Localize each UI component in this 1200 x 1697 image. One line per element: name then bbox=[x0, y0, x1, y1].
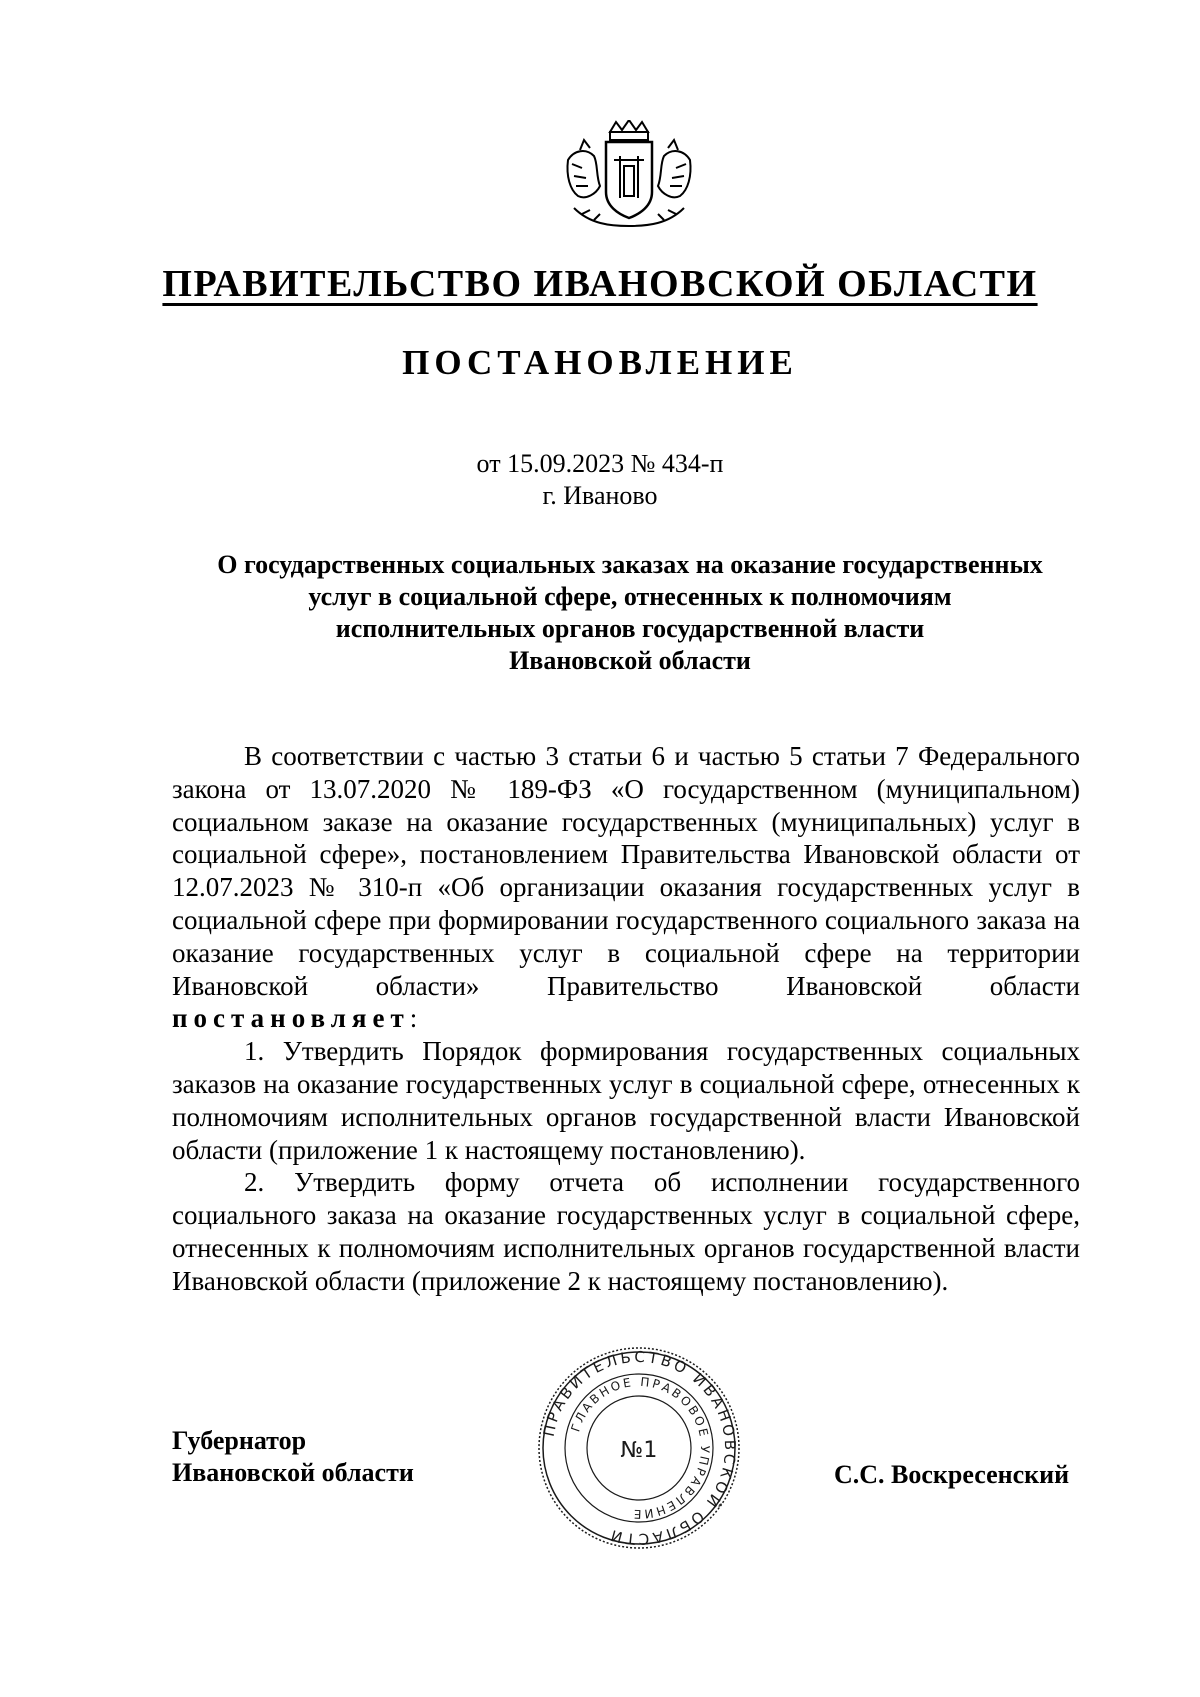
date-and-number: от 15.09.2023 № 434-п bbox=[476, 449, 724, 478]
colon: : bbox=[409, 1003, 418, 1034]
preamble-paragraph bbox=[172, 740, 1080, 1035]
document-body bbox=[172, 740, 1080, 1298]
official-stamp bbox=[535, 1344, 743, 1552]
subject-line: О государственных социальных заказах на оказание государственных bbox=[217, 550, 1043, 579]
subject-line: Ивановской области bbox=[509, 646, 751, 675]
document-subject bbox=[170, 549, 1090, 677]
preamble-text: В соответствии с частью 3 статьи 6 и частью 5 статьи 7 Федерального закона от 13.07.2020 № 189-ФЗ «О государственном (муниципальном) социальном заказе на оказание государственных (муниципальных) услуг в социальной сфере», постановлением Правительства Ивановской области от 12.07.2023 № 310-п «Об организации оказания государственных услуг в социальной сфере при формировании государственного социального заказа на оказание государственных услуг в социальной сфере на территории Ивановской области» Правительство Ивановской области bbox=[172, 741, 1080, 1001]
government-title: ПРАВИТЕЛЬСТВО ИВАНОВСКОЙ ОБЛАСТИ bbox=[162, 263, 1038, 305]
subject-line: исполнительных органов государственной власти bbox=[335, 614, 925, 643]
document-meta bbox=[0, 448, 1200, 512]
stamp-inner-text: ГЛАВНОЕ ПРАВОВОЕ УПРАВЛЕНИЕ bbox=[568, 1374, 713, 1522]
city: г. Иваново bbox=[542, 481, 658, 510]
coat-of-arms-emblem bbox=[560, 120, 698, 232]
document-type-title: ПОСТАНОВЛЕНИЕ bbox=[402, 343, 798, 382]
resolves-word: постановляет bbox=[172, 1003, 410, 1034]
position-title: Губернатор bbox=[172, 1426, 307, 1455]
position-region: Ивановской области bbox=[172, 1458, 414, 1487]
subject-line: услуг в социальной сфере, отнесенных к полномочиям bbox=[308, 582, 952, 611]
stamp-number: №1 bbox=[620, 1438, 658, 1463]
item-2-paragraph: 2. Утвердить форму отчета об исполнении государственного социального заказа на оказание государственных услуг в социальной сфере, отнесенных к полномочиям исполнительных органов государственной власти Ивановской области (приложение 2 к настоящему постановлению). bbox=[172, 1167, 1080, 1296]
signatory-position bbox=[172, 1425, 414, 1489]
stamp-outer-text: ПРАВИТЕЛЬСТВО ИВАНОВСКОЙ ОБЛАСТИ bbox=[539, 1347, 740, 1549]
item-1-paragraph: 1. Утвердить Порядок формирования государственных социальных заказов на оказание государственных услуг в социальной сфере, отнесенных к полномочиям исполнительных органов государственной власти Ивановской области (приложение 1 к настоящему постановлению). bbox=[172, 1036, 1080, 1165]
signatory-name: С.С. Воскресенский bbox=[834, 1460, 1070, 1489]
